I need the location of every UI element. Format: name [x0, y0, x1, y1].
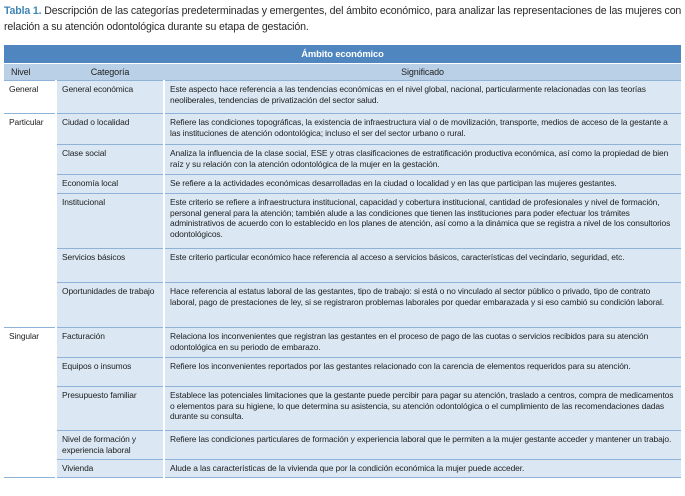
category-cell: Clase social [56, 145, 164, 175]
category-cell: Ciudad o localidad [56, 114, 164, 145]
level-cell [4, 358, 56, 387]
meaning-cell: Este criterio particular económico hace referencia al acceso a servicios básicos, características del vecindario, seguridad, etc. [164, 249, 681, 283]
category-cell: Facturación [56, 328, 164, 358]
level-cell: General [4, 81, 56, 114]
meaning-cell: Refiere las condiciones particulares de formación y experiencia laboral que le permiten a la mujer gestante acceder y mantener un trabajo. [164, 431, 681, 460]
category-cell: Servicios básicos [56, 249, 164, 283]
table-caption [4, 3, 682, 35]
level-cell [4, 145, 56, 175]
meaning-cell: Hace referencia al estatus laboral de las gestantes, tipo de trabajo: si está o no vinculado al sector público o privado, tipo de contrato laboral, pago de prestaciones de ley, si se registraron problemas laborales por quedar embarazada y si eso cambió su condición laboral. [164, 283, 681, 328]
table-banner: Ámbito económico [4, 45, 681, 64]
table-row [4, 145, 681, 175]
meaning-cell: Refiere las condiciones topográficas, la existencia de infraestructura vial o de movilización, transporte, medios de acceso de la gestante a las instituciones de atención odontológica; incluso el ser del sector urbano o rural. [164, 114, 681, 145]
category-cell: Economía local [56, 175, 164, 194]
meaning-cell: Refiere los inconvenientes reportados por las gestantes relacionado con la carencia de elementos requeridos para su atención. [164, 358, 681, 387]
table-row [4, 175, 681, 194]
table-row [4, 387, 681, 431]
category-cell: Oportunidades de trabajo [56, 283, 164, 328]
table-row [4, 431, 681, 460]
meaning-cell: Alude a las características de la vivienda que por la condición económica la mujer puede acceder. [164, 460, 681, 478]
category-cell: Equipos o insumos [56, 358, 164, 387]
caption-label: Tabla 1. [4, 5, 42, 17]
category-cell: General económica [56, 81, 164, 114]
table-row [4, 358, 681, 387]
header-category: Categoría [56, 64, 164, 81]
table-row [4, 114, 681, 145]
level-cell [4, 194, 56, 249]
meaning-cell: Este aspecto hace referencia a las tendencias económicas en el nivel global, nacional, particularmente relacionadas con las teorías neoliberales, tendencias de privatización del sector salud. [164, 81, 681, 114]
table-row [4, 81, 681, 114]
category-cell: Nivel de formación y experiencia laboral [56, 431, 164, 460]
meaning-cell: Este criterio se refiere a infraestructura institucional, capacidad y cobertura institucional, cantidad de profesionales y nivel de formación, personal general para la atención; también alude a las condiciones que tienen las instituciones para poder efectuar los trámites administrativos de acuerdo con lo establecido en los planes de atención, así como a la dinámica que se registra a nivel de los consultorios odontológicos. [164, 194, 681, 249]
table-row [4, 283, 681, 328]
table-row [4, 460, 681, 478]
level-cell [4, 431, 56, 460]
level-cell [4, 249, 56, 283]
caption-text: Descripción de las categorías predeterminadas y emergentes, del ámbito económico, para analizar las representaciones de las mujeres con relación a su atención odontológica durante su etapa de gestación. [4, 5, 682, 33]
level-cell: Particular [4, 114, 56, 145]
level-cell [4, 387, 56, 431]
header-level: Nivel [4, 64, 56, 81]
level-cell [4, 283, 56, 328]
economic-categories-table [4, 45, 681, 478]
category-cell: Presupuesto familiar [56, 387, 164, 431]
category-cell: Institucional [56, 194, 164, 249]
table-row [4, 249, 681, 283]
level-cell [4, 175, 56, 194]
level-cell [4, 460, 56, 478]
meaning-cell: Analiza la influencia de la clase social, ESE y otras clasificaciones de estratificación productiva económica, así como la propiedad de bien raíz y su relación con la atención odontológica de la mujer en la gestación. [164, 145, 681, 175]
table-row [4, 194, 681, 249]
meaning-cell: Establece las potenciales limitaciones que la gestante puede percibir para pagar su atención, traslado a centros, compra de medicamentos o elementos para su higiene, lo que determina su asistencia, su atención odontológica o el cumplimiento de las recomendaciones dadas durante su consulta. [164, 387, 681, 431]
meaning-cell: Relaciona los inconvenientes que registran las gestantes en el proceso de pago de las cuotas o servicios recibidos para su atención odontológica en su periodo de embarazo. [164, 328, 681, 358]
table-row [4, 328, 681, 358]
header-meaning: Significado [164, 64, 681, 81]
level-cell: Singular [4, 328, 56, 358]
meaning-cell: Se refiere a la actividades económicas desarrolladas en la ciudad o localidad y en las que participan las mujeres gestantes. [164, 175, 681, 194]
category-cell: Vivienda [56, 460, 164, 478]
